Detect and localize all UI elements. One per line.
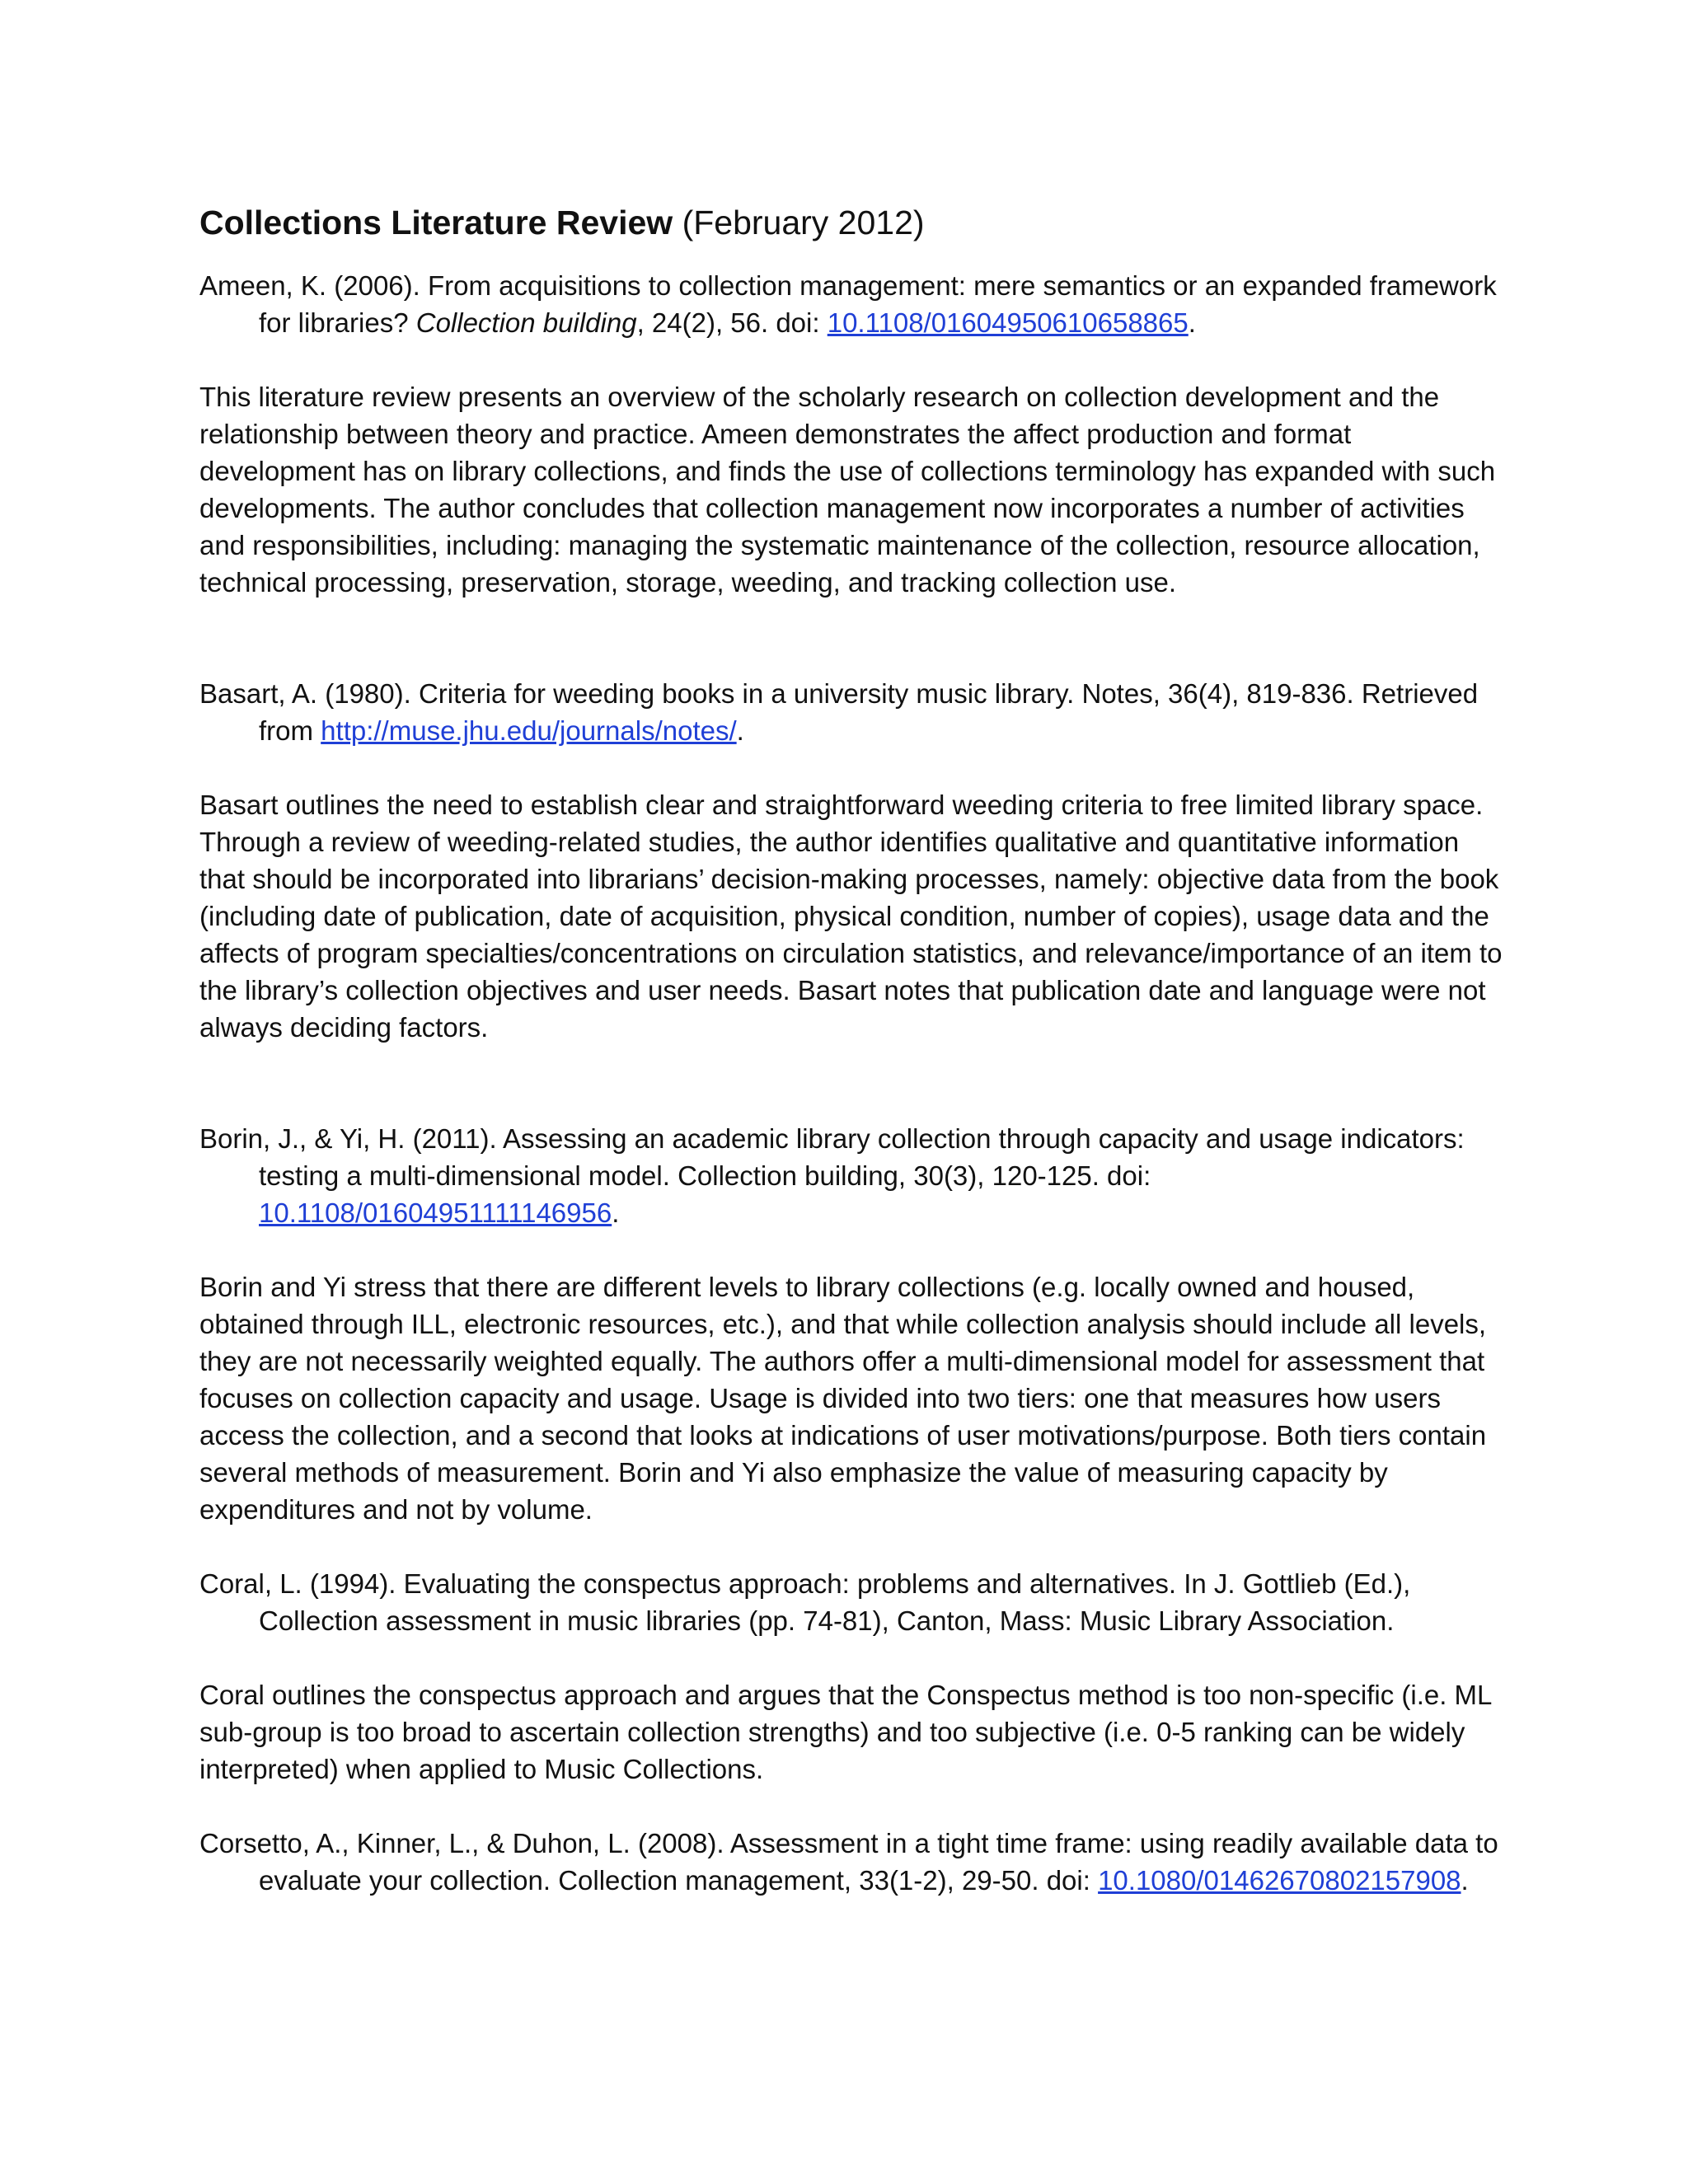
url-link-basart[interactable]: http://muse.jhu.edu/journals/notes/ [321,715,737,746]
doi-link-corsetto[interactable]: 10.1080/01462670802157908 [1098,1865,1461,1896]
annotation-borin: Borin and Yi stress that there are different levels to library collections (e.g. locally owned and housed, obtained through ILL, electronic resources, etc.), and that while collection analysis should include all levels, they are not necessarily weighted equally. The authors offer a multi-dimensional model for assessment that focuses on collection capacity and usage. Usage is divided into two tiers: one that measures how users access the collection, and a second that looks at indications of user motivations/purpose. Both tiers contain several methods of measurement. Borin and Yi also emphasize the value of measuring capacity by expenditures and not by volume. [199,1272,1487,1525]
title-date: (February 2012) [682,204,925,241]
spacer [199,1528,1510,1565]
doi-link-ameen[interactable]: 10.1108/01604950610658865 [827,307,1189,338]
citation-coral: Coral, L. (1994). Evaluating the conspectus approach: problems and alternatives. In J. Gottlieb (Ed.), Collection assessment in music libraries (pp. 74-81), Canton, Mass: Music Library Association. [199,1568,1411,1636]
annotation-basart: Basart outlines the need to establish clear and straightforward weeding criteria to free limited library space. Through a review of weeding-related studies, the author identifies qualitative and quantitative information that should be incorporated into librarians’ decision-making processes, namely: objective data from the book (including date of publication, date of acquisition, physical condition, number of copies), usage data and the affects of program specialties/concentrations on circulation statistics, and relevance/importance of an item to the library’s collection objectives and user needs. Basart notes that publication date and language were not always deciding factors. [199,790,1503,1043]
citation-borin: Borin, J., & Yi, H. (2011). Assessing an academic library collection through capacity and usage indicators: testing a multi-dimensional model. Collection building, 30(3), 120-125. doi: 10.1108/01604951111146956. [199,1123,1465,1228]
doi-link-borin[interactable]: 10.1108/01604951111146956 [259,1197,612,1228]
citation-ameen: Ameen, K. (2006). From acquisitions to collection management: mere semantics or an expanded framework for libraries? Collection building, 24(2), 56. doi: 10.1108/01604950610658865. [199,270,1497,338]
annotation-ameen: This literature review presents an overview of the scholarly research on collection development and the relationship between theory and practice. Ameen demonstrates the affect production and format development has on library collections, and finds the use of collections terminology has expanded with such developments. The author concludes that collection management now incorporates a number of activities and responsibilities, including: managing the systematic maintenance of the collection, resource allocation, technical processing, preservation, storage, weeding, and tracking collection use. [199,382,1496,598]
spacer [199,1788,1510,1825]
document-content [199,198,1510,1899]
citation-basart: Basart, A. (1980). Criteria for weeding books in a university music library. Notes, 36(4), 819-836. Retrieved from http://muse.jhu.edu/journals/notes/. [199,678,1479,746]
annotation-coral: Coral outlines the conspectus approach and argues that the Conspectus method is too non-specific (i.e. ML sub-group is too broad to ascertain collection strengths) and too subjective (i.e. 0-5 ranking can be widely interpreted) when applied to Music Collections. [199,1680,1492,1784]
citation-corsetto: Corsetto, A., Kinner, L., & Duhon, L. (2008). Assessment in a tight time frame: using readily available data to evaluate your collection. Collection management, 33(1-2), 29-50. doi: 10.1080/01462670802157908. [199,1828,1498,1896]
page-title [199,198,1510,247]
spacer [199,601,1510,675]
title-main: Collections Literature Review [199,204,673,241]
spacer [199,1046,1510,1120]
journal-title: Collection building [415,307,637,338]
